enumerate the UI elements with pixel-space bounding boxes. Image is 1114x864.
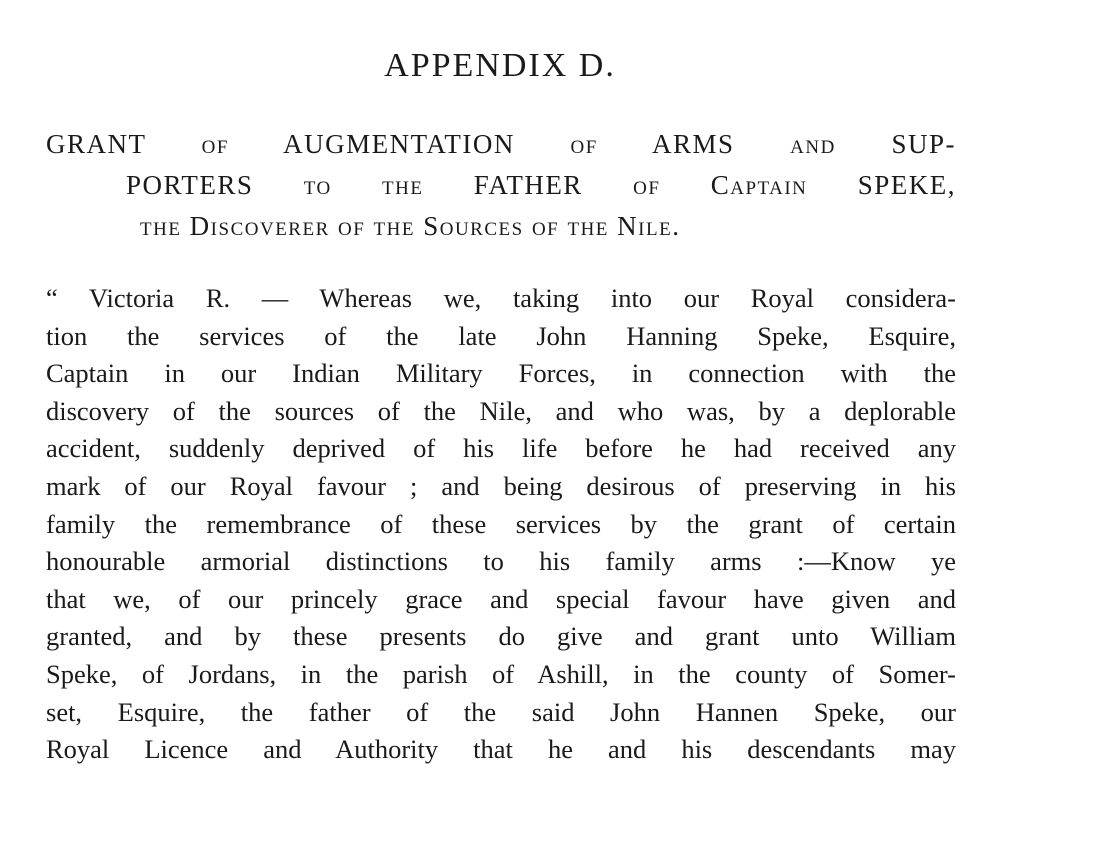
- body-line-1: “ Victoria R. — Whereas we, taking into our Royal considera-: [46, 283, 956, 313]
- body-line-12: set, Esquire, the father of the said John Hannen Speke, our: [46, 696, 956, 727]
- body-line-4: discovery of the sources of the Nile, and who was, by a deplorable: [46, 395, 956, 426]
- body-line-13: Royal Licence and Authority that he and his descendants may: [46, 734, 956, 765]
- body-line-9: that we, of our princely grace and special favour have given and: [46, 583, 956, 614]
- body-line-7: family the remembrance of these services by the grant of certain: [46, 508, 956, 539]
- body-paragraph: [46, 280, 956, 769]
- appendix-title: APPENDIX D.: [384, 47, 616, 84]
- heading-line-1: GRANT of AUGMENTATION of ARMS and SUP-: [46, 129, 956, 159]
- section-heading: [46, 124, 956, 247]
- body-line-10: granted, and by these presents do give and grant unto William: [46, 621, 956, 652]
- heading-line-3: the Discoverer of the Sources of the Nile.: [140, 211, 681, 241]
- body-line-5: accident, suddenly deprived of his life before he had received any: [46, 433, 956, 464]
- heading-line-2: PORTERS to the FATHER of Captain SPEKE,: [126, 170, 956, 200]
- body-line-11: Speke, of Jordans, in the parish of Ashill, in the county of Somer-: [46, 658, 956, 689]
- body-line-6: mark of our Royal favour ; and being desirous of preserving in his: [46, 470, 956, 501]
- body-line-8: honourable armorial distinctions to his family arms :—Know ye: [46, 546, 956, 577]
- body-line-2: tion the services of the late John Hanning Speke, Esquire,: [46, 320, 956, 351]
- body-line-3: Captain in our Indian Military Forces, in connection with the: [46, 358, 956, 389]
